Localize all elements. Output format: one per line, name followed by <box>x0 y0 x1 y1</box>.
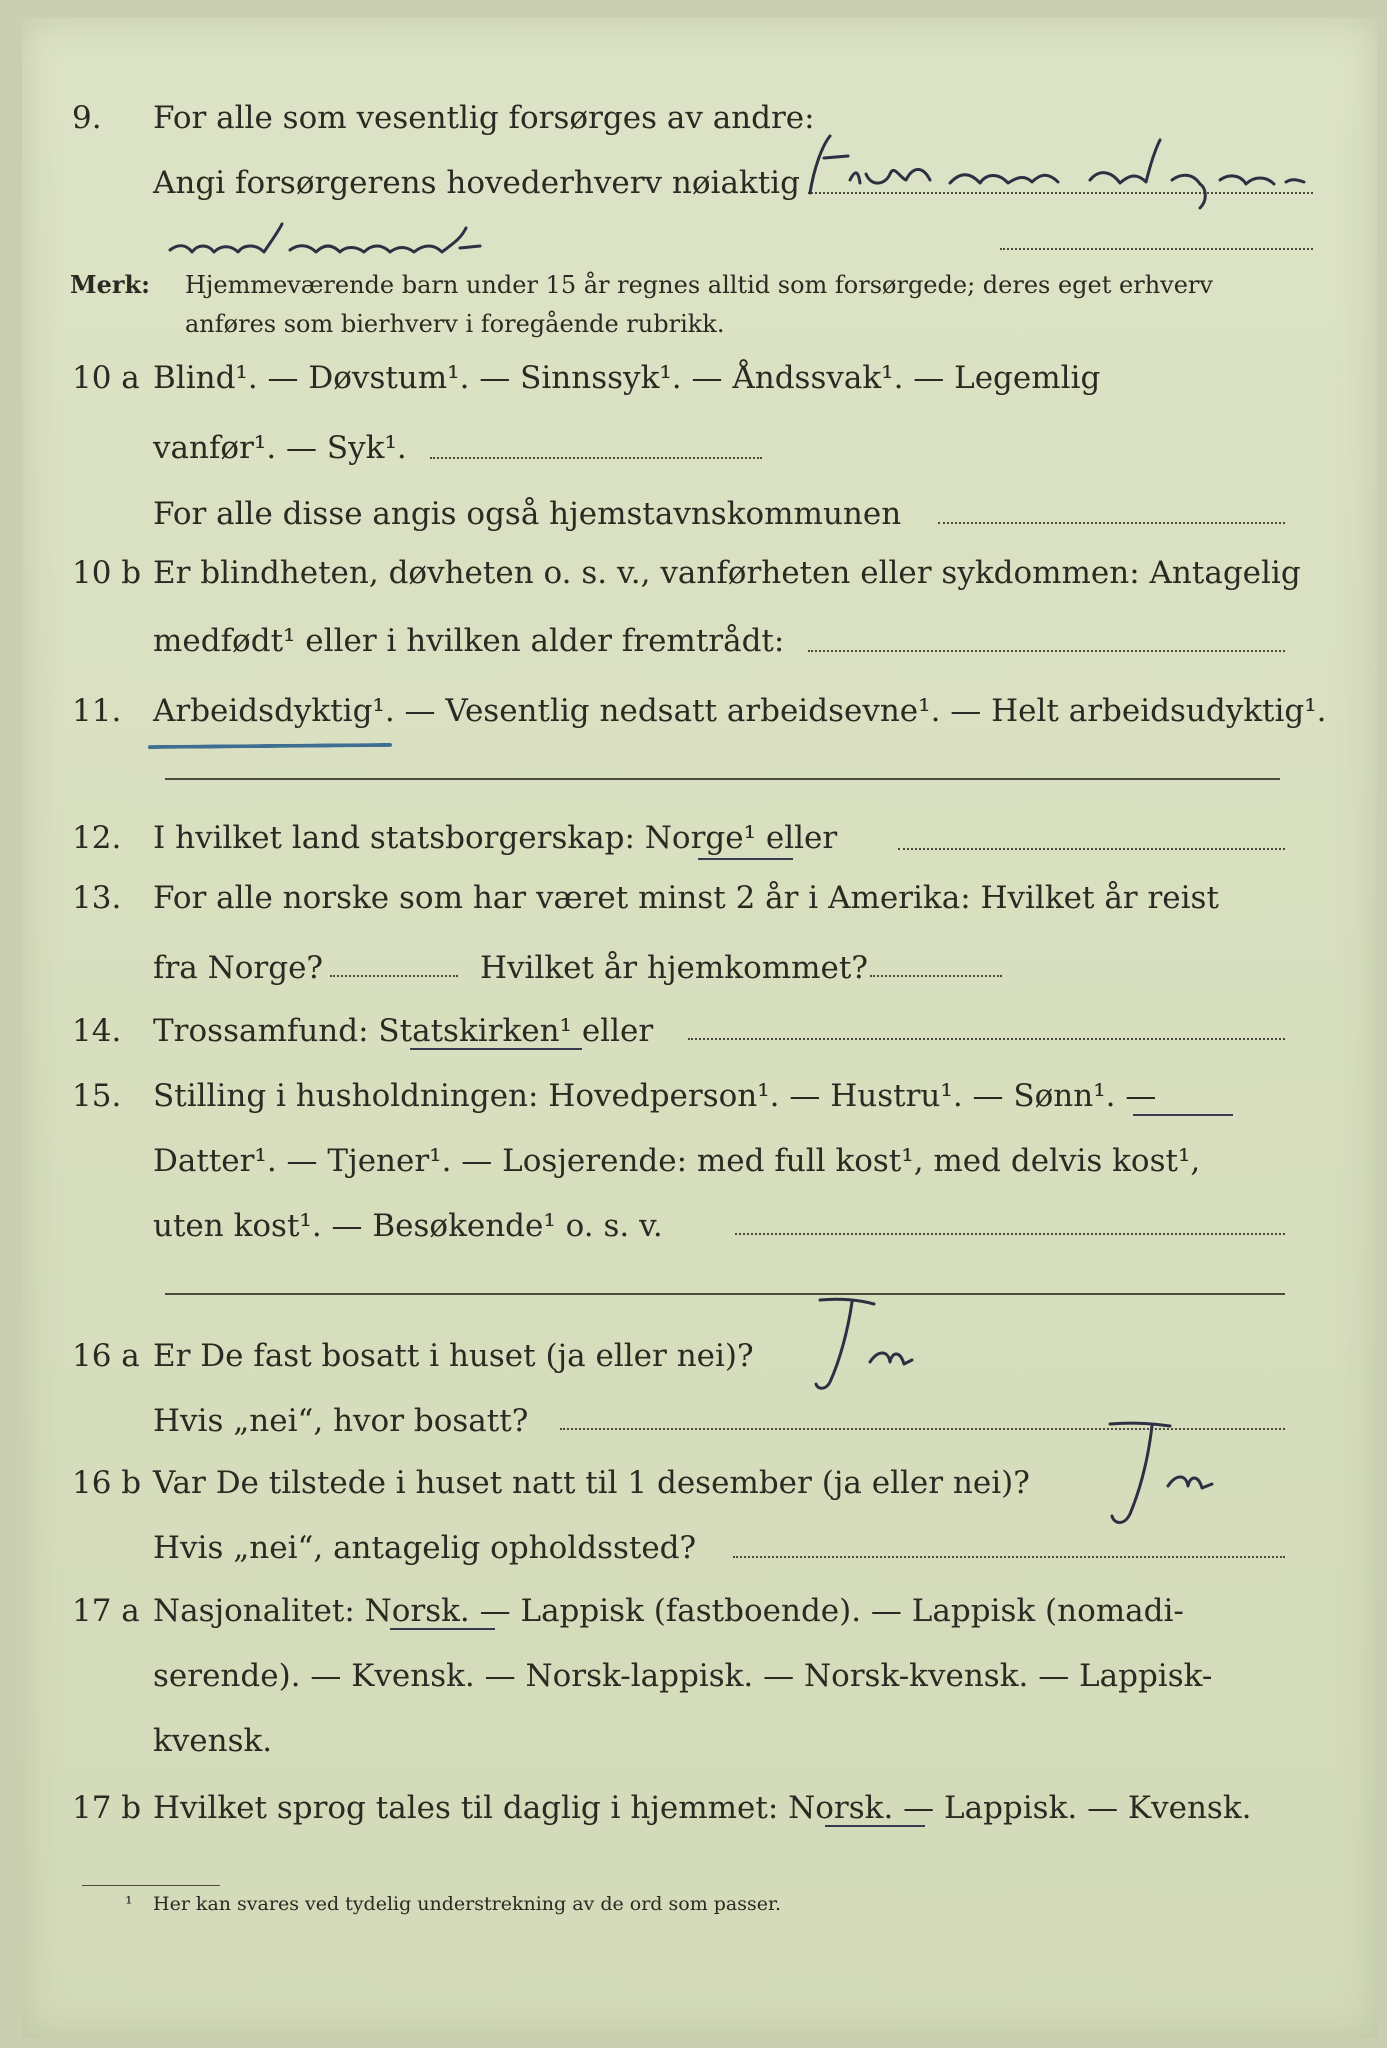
q9-text-2: Angi forsørgerens hovederhverv nøiaktig <box>153 165 800 201</box>
q15-sonn-underline <box>1133 1114 1233 1116</box>
q10a-number: 10 a <box>72 360 140 396</box>
q17a-norsk-underline <box>390 1628 495 1630</box>
merk-text-2: anføres som bierhverv i foregående rubrikk. <box>185 310 725 338</box>
q10b-row2 <box>0 613 1387 669</box>
q13-text-1: For alle norske som har været minst 2 år i Amerika: Hvilket år reist <box>153 880 1219 916</box>
q10a-text-2: vanfør¹. — Syk¹. <box>153 430 407 466</box>
q11-number: 11. <box>72 693 122 729</box>
q17a-row2 <box>0 1648 1387 1704</box>
q12-number: 12. <box>72 820 122 856</box>
q16a-text-2: Hvis „nei“, hvor bosatt? <box>153 1403 529 1439</box>
q10a-text-3: For alle disse angis også hjemstavnskommunen <box>153 496 902 532</box>
merk-text-1: Hjemmeværende barn under 15 år regnes alltid som forsørgede; deres eget erhverv <box>185 271 1213 299</box>
q12-text-1: I hvilket land statsborgerskap: Norge¹ eller <box>153 820 838 856</box>
q13-hjemkommet-line[interactable] <box>870 975 1002 977</box>
q15-answer-line[interactable] <box>735 1233 1285 1235</box>
q16a-handwritten-answer <box>800 1290 940 1410</box>
footnote-text: Her kan svares ved tydelig understrekning av de ord som passer. <box>153 1893 782 1915</box>
q14-text-1: Trossamfund: Statskirken¹ eller <box>153 1013 654 1049</box>
q10a-row1 <box>0 350 1387 406</box>
q10b-text-1: Er blindheten, døvheten o. s. v., vanførheten eller sykdommen: Antagelig <box>153 555 1301 591</box>
q15-number: 15. <box>72 1078 122 1114</box>
q14-row1 <box>0 1003 1387 1059</box>
q17b-number: 17 b <box>72 1790 142 1826</box>
q16b-number: 16 b <box>72 1465 142 1501</box>
q15-row2 <box>0 1133 1387 1189</box>
q10b-number: 10 b <box>72 555 142 591</box>
q17a-row3 <box>0 1713 1387 1769</box>
q9-number: 9. <box>72 100 102 136</box>
q16a-row1 <box>0 1328 1387 1384</box>
q17a-text-3: kvensk. <box>153 1723 273 1759</box>
q13-number: 13. <box>72 880 122 916</box>
q10b-answer-line[interactable] <box>808 650 1285 652</box>
q10b-row1 <box>0 545 1387 601</box>
q11-row1 <box>0 683 1387 739</box>
footnote-rule <box>82 1885 220 1886</box>
merk-label: Merk: <box>70 270 150 299</box>
q16a-number: 16 a <box>72 1338 140 1374</box>
footnote <box>0 1890 1387 1918</box>
q14-number: 14. <box>72 1013 122 1049</box>
q9-text-1: For alle som vesentlig forsørges av andre: <box>153 100 815 136</box>
q15-text-3: uten kost¹. — Besøkende¹ o. s. v. <box>153 1208 663 1244</box>
q12-norge-underline <box>698 858 793 860</box>
q12-row1 <box>0 810 1387 866</box>
q12-answer-line[interactable] <box>898 848 1285 850</box>
q15-divider <box>165 1293 1285 1295</box>
q9-handwritten-line-2 <box>160 210 520 260</box>
q10a-row2 <box>0 420 1387 476</box>
q16b-text-1: Var De tilstede i huset natt til 1 desember (ja eller nei)? <box>153 1465 1030 1501</box>
q16b-row2 <box>0 1520 1387 1576</box>
q14-answer-line[interactable] <box>688 1038 1285 1040</box>
q16b-text-2: Hvis „nei“, antagelig opholdssted? <box>153 1530 697 1566</box>
q15-row3 <box>0 1198 1387 1254</box>
q11-text-1: Arbeidsdyktig¹. — Vesentlig nedsatt arbeidsevne¹. — Helt arbeidsudyktig¹. <box>153 693 1327 729</box>
q17b-row1 <box>0 1780 1387 1836</box>
q16b-answer-line[interactable] <box>733 1556 1285 1558</box>
q17b-text-1: Hvilket sprog tales til daglig i hjemmet: Norsk. — Lappisk. — Kvensk. <box>153 1790 1252 1826</box>
q13-text-2a: fra Norge? <box>153 950 324 986</box>
q16a-text-1: Er De fast bosatt i huset (ja eller nei)? <box>153 1338 754 1374</box>
q17a-number: 17 a <box>72 1593 140 1629</box>
q10a-text-1: Blind¹. — Døvstum¹. — Sinnssyk¹. — Åndssvak¹. — Legemlig <box>153 360 1101 396</box>
q15-text-2: Datter¹. — Tjener¹. — Losjerende: med full kost¹, med delvis kost¹, <box>153 1143 1201 1179</box>
q13-text-2b: Hvilket år hjemkommet? <box>480 950 868 986</box>
q13-row1 <box>0 870 1387 926</box>
q14-statskirken-underline <box>410 1048 582 1050</box>
q10a-hjemstavn-line[interactable] <box>938 522 1285 524</box>
q17b-norsk-underline <box>825 1825 925 1827</box>
merk-row2 <box>0 307 1387 341</box>
q15-text-1: Stilling i husholdningen: Hovedperson¹. — Hustru¹. — Sønn¹. — <box>153 1078 1157 1114</box>
q9-handwritten-occupation <box>800 128 1320 218</box>
q9-answer-line-2[interactable] <box>1000 248 1313 250</box>
footnote-mark: ¹ <box>125 1893 133 1915</box>
q10a-row3 <box>0 486 1387 542</box>
q13-reist-line[interactable] <box>330 975 458 977</box>
q10b-text-2: medfødt¹ eller i hvilken alder fremtrådt: <box>153 623 785 659</box>
merk-row1 <box>0 268 1387 302</box>
q10a-answer-line[interactable] <box>430 457 762 459</box>
q17a-row1 <box>0 1583 1387 1639</box>
q13-row2 <box>0 940 1387 996</box>
q17a-text-1: Nasjonalitet: Norsk. — Lappisk (fastboende). — Lappisk (nomadi- <box>153 1593 1184 1629</box>
q17a-text-2: serende). — Kvensk. — Norsk-lappisk. — Norsk-kvensk. — Lappisk- <box>153 1658 1213 1694</box>
q11-divider <box>165 778 1280 780</box>
